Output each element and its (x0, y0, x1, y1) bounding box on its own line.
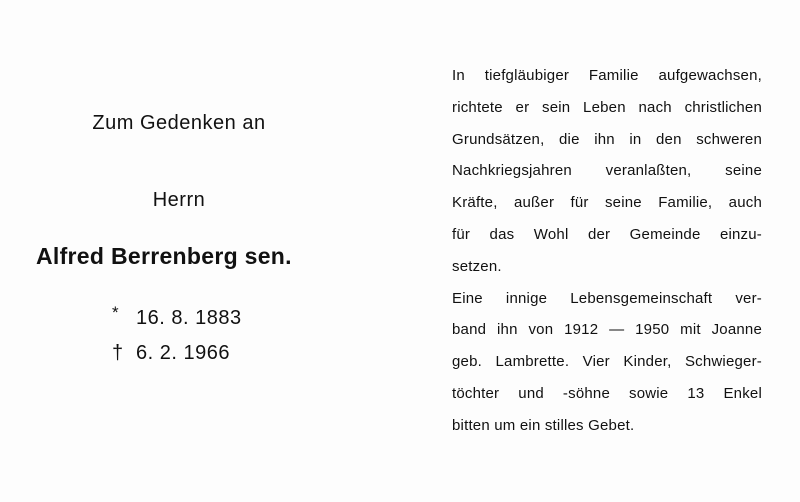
deceased-name: Alfred Berrenberg sen. (36, 243, 292, 269)
memorial-right-panel (452, 60, 762, 442)
text-line: richtete er sein Leben nach christlichen (452, 98, 762, 116)
death-cross-icon: † (112, 342, 124, 364)
text-line: Nachkriegsjahren veranlaßten, seine (452, 162, 762, 180)
text-line: band ihn von 1912 — 1950 mit Joanne (452, 321, 762, 339)
birth-date: 16. 8. 1883 (136, 307, 242, 329)
text-line: Kräfte, außer für seine Familie, auch (452, 194, 762, 212)
text-line: Eine innige Lebensgemeinschaft ver- (452, 289, 762, 307)
honorific: Herrn (152, 189, 206, 211)
death-date-row (112, 342, 230, 365)
family-paragraph (452, 283, 762, 442)
text-line: für das Wohl der Gemeinde einzu- (452, 225, 762, 243)
text-line: töchter und -söhne sowie 13 Enkel (452, 384, 762, 402)
birth-date-row (112, 303, 242, 330)
text-line: In tiefgläubiger Familie aufgewachsen, (452, 67, 762, 84)
text-line: setzen. (452, 257, 502, 275)
memorial-left-panel (0, 0, 360, 502)
death-date: 6. 2. 1966 (136, 342, 230, 364)
text-line: geb. Lambrette. Vier Kinder, Schwieger- (452, 353, 762, 371)
text-line: Grundsätzen, die ihn in den schweren (452, 130, 762, 148)
biography-paragraph (452, 60, 762, 283)
birth-star-icon: * (112, 303, 120, 322)
dedication-heading: Zum Gedenken an (92, 112, 266, 134)
text-line: bitten um ein stilles Gebet. (452, 416, 635, 434)
